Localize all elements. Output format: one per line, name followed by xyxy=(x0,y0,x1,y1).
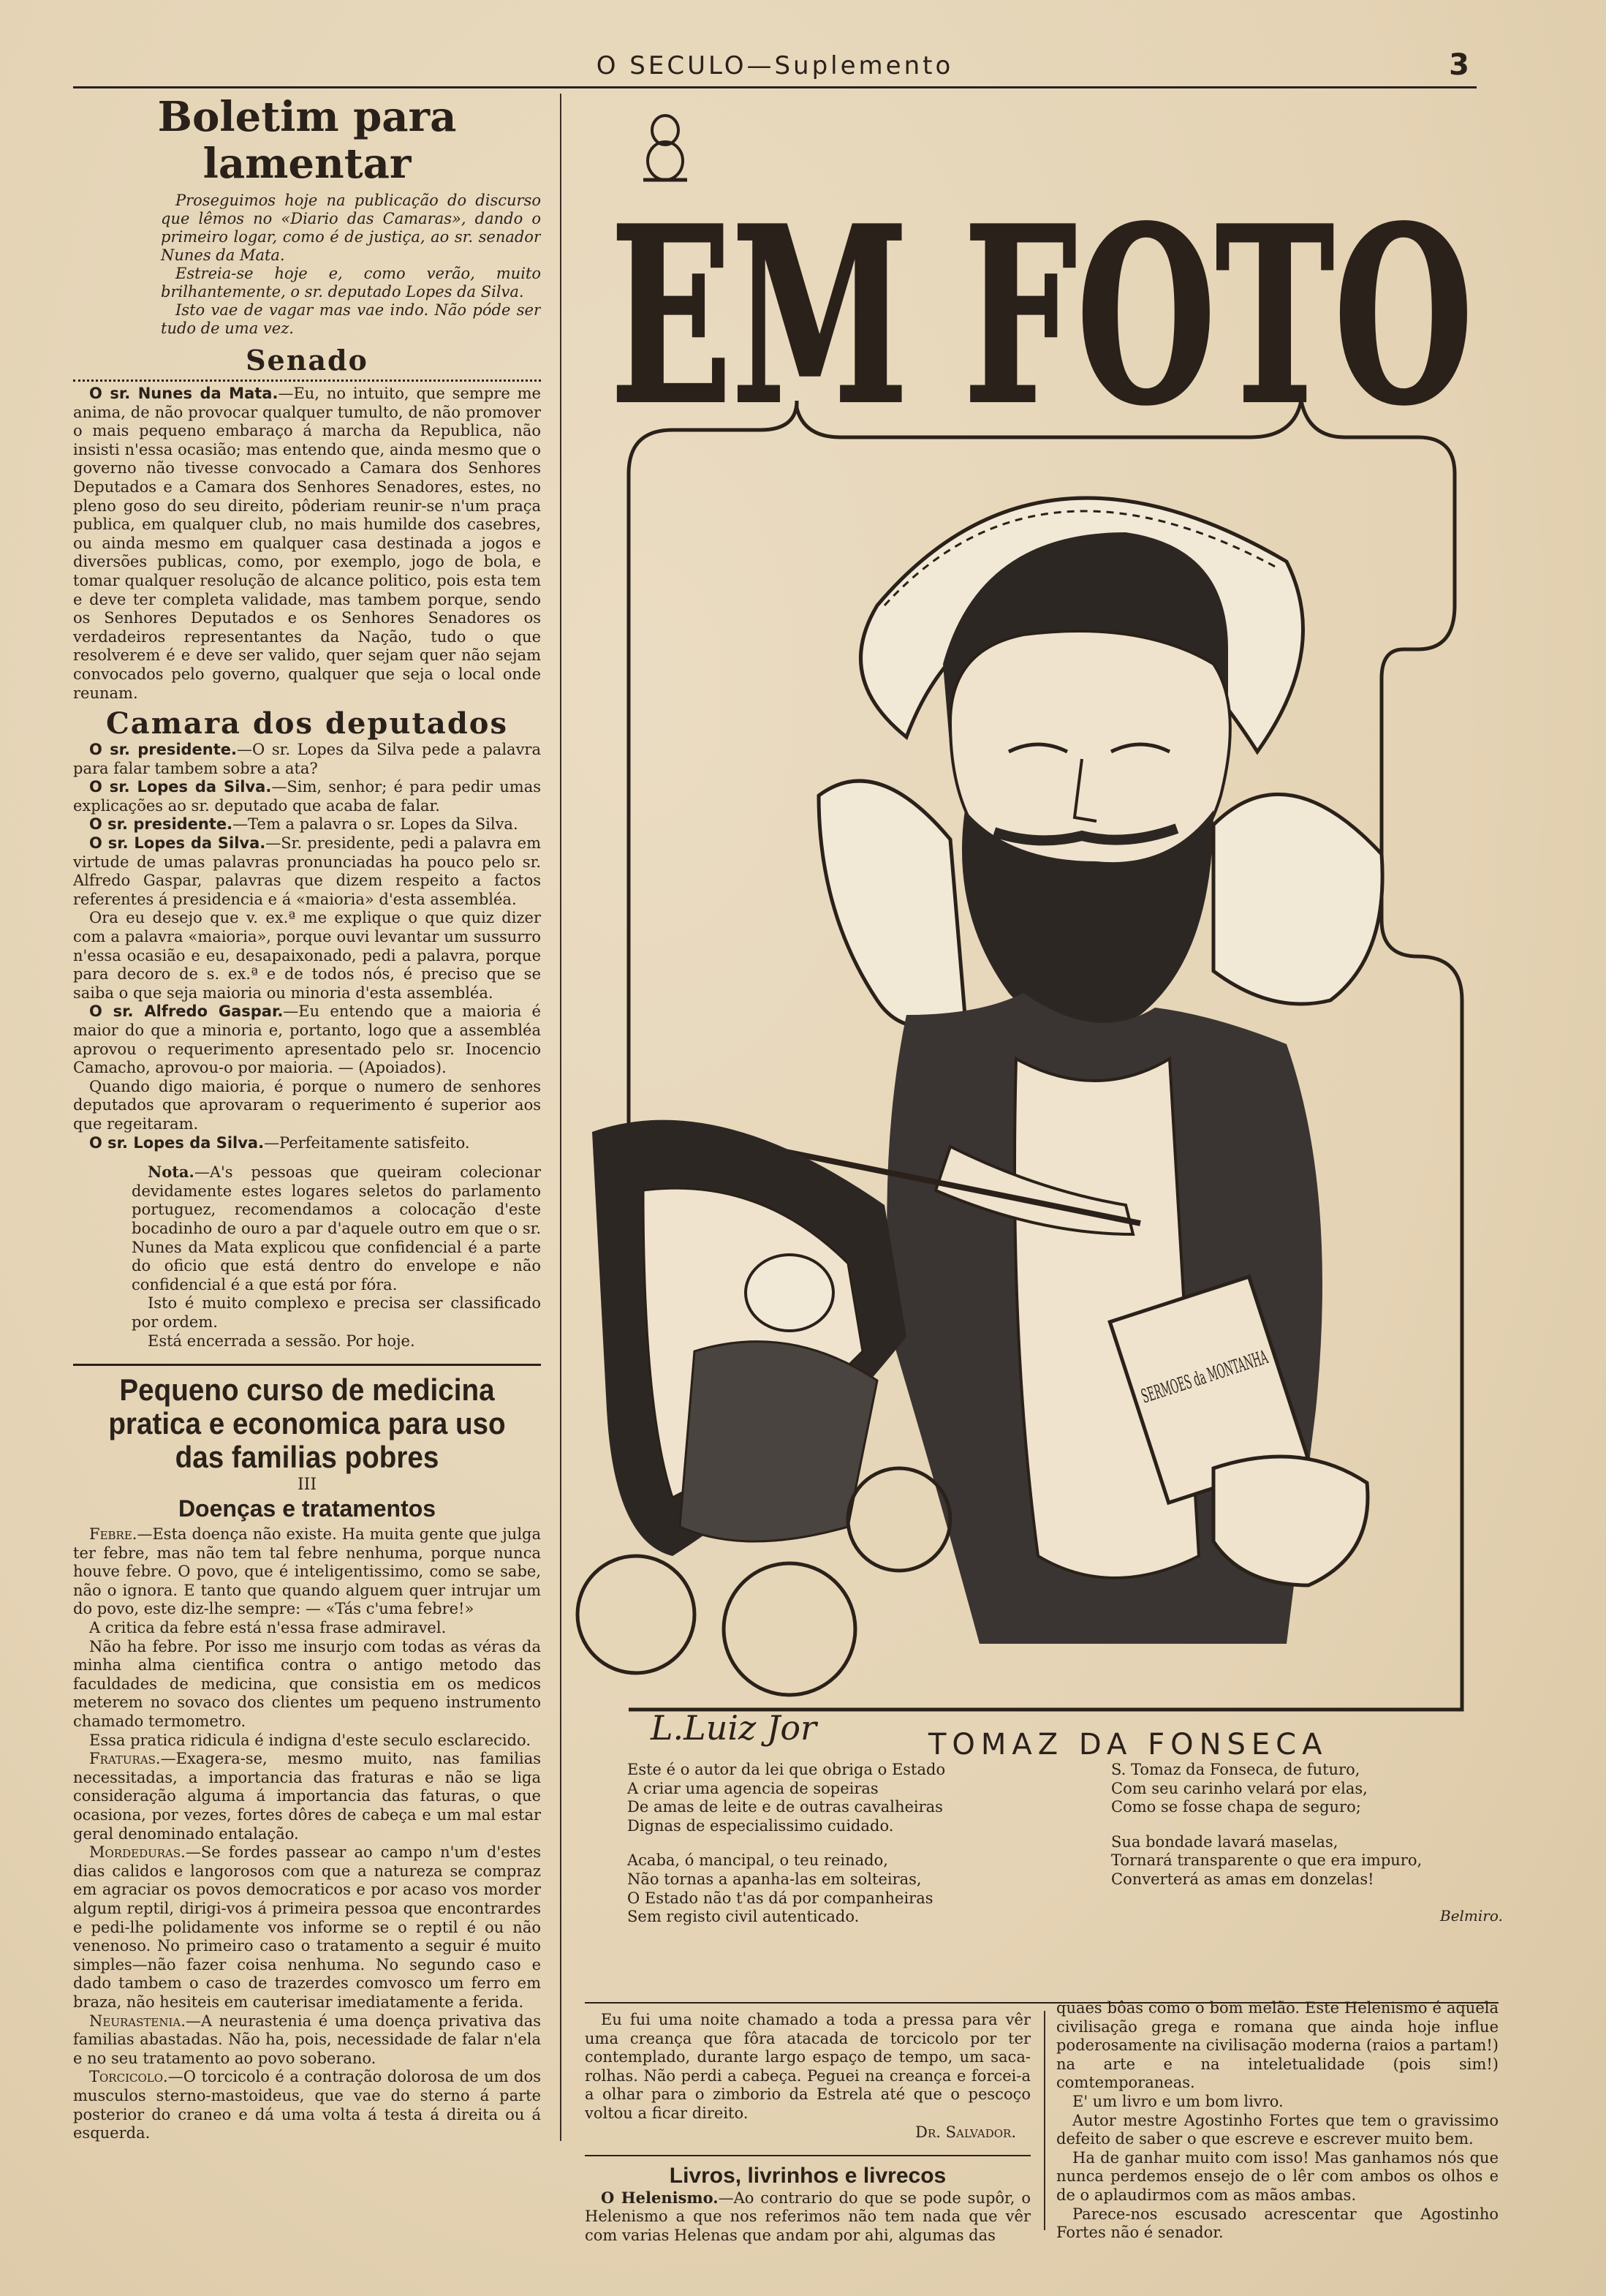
curso-paragraph: Neurastenia.—A neurastenia é uma doença privativa das familias abastadas. Não ha, pois, necessidade de falar n'ela e no seu tratamento ao povo soberano. xyxy=(73,2012,541,2067)
curso-paragraph: Mordeduras.—Se fordes passear ao campo n'um d'estes dias calidos e langorosos com que a natureza se compraz em agraciar os povos democraticos e por acaso vos morder algum reptil, dirigi-vos á primeira pessoa que encontrardes e pedi-lhe polidamente vos informe se o reptil é ou não venenoso. No primeiro caso o tratamento a seguir é muito simples—não fazer coisa nenhuma. No segundo caso e dado tambem o caso de trazerdes comvosco um ferro em braza, não hesiteis em cauterisar imediatamente a ferida. xyxy=(73,1843,541,2011)
intro-paragraph: Proseguimos hoje na publicação do discurso que lêmos no «Diario das Camaras», dando o primeiro logar, como é de justiça, ao sr. senador Nunes da Mata. xyxy=(161,192,541,264)
speech-paragraph: Quando digo maioria, é porque o numero de senhores deputados que aprovaram o requerimento é superior aos que regeitaram. xyxy=(73,1077,541,1133)
camara-text xyxy=(73,741,541,1152)
speech-paragraph: O sr. presidente.—O sr. Lopes da Silva pede a palavra para falar tambem sobre a ata? xyxy=(73,741,541,777)
salvador-paragraph: Eu fui uma noite chamado a toda a pressa para vêr uma creança que fôra atacada de torcicolo por ter contemplado, durante largo espaço de tempo, um saca-rolhas. Não perdi a cabeça. Peguei na creança e forcei-a a olhar para o zimborio da Estrela até que o pescoço voltou a ficar direito. xyxy=(585,2011,1031,2122)
poem-right xyxy=(1111,1761,1506,1906)
livros-paragraph: quaes bôas como o bom melão. Este Helenismo é aquela civilisação grega e romana que ainda hoje influe poderosamente na civilisação moderna (raios a partam!) na arte e na inteletualidade (pois sim!) comtemporaneas. xyxy=(1056,1999,1499,2092)
curso-paragraph: Fraturas.—Exagera-se, mesmo muito, nas familias necessitadas, a importancia das fraturas e não se liga consideração alguma á importancia das faturas, o que ocasiona, por vezes, fortes dôres de cabeça e um mal estar geral denominado entalação. xyxy=(73,1750,541,1843)
poem-stanza: Sua bondade lavará maselas, Tornará transparente o que era impuro, Converterá as amas em donzelas! xyxy=(1111,1832,1423,1888)
speech-paragraph: O sr. Lopes da Silva.—Sr. presidente, pedi a palavra em virtude de umas palavras pronunciadas ha pouco pelo sr. Alfredo Gaspar, palavras que dizem respeito a factos referentes á presidencia e á «maioria» d'esta assembléa. xyxy=(73,834,541,908)
left-column xyxy=(73,94,541,2243)
livros-paragraph: Ha de ganhar muito com isso! Mas ganhamos nós que nunca perdemos ensejo de o lêr com ambos os olhos e de o aplaudirmos com as mãos ambas. xyxy=(1056,2148,1499,2204)
boletim-heading: Boletim para lamentar xyxy=(157,94,457,188)
boletim-intro xyxy=(161,192,541,338)
curso-paragraph: Febre.—Esta doença não existe. Ha muita gente que julga ter febre, mas não tem tal febre nenhuma, porque nunca houve febre. O povo, que é inteligentissimo, como se sabe, não o ignora. E tanto que quando alguem quer intrujar um do povo, este diz-lhe sempre: — «Tás c'uma febre!» xyxy=(73,1525,541,1618)
caption-name: TOMAZ DA FONSECA xyxy=(928,1728,1328,1761)
poem-author: Belmiro. xyxy=(1440,1907,1503,1925)
dotted-divider xyxy=(73,379,541,382)
column-rule xyxy=(560,94,561,2141)
poem-left xyxy=(627,1761,1066,1943)
intro-paragraph: Isto vae de vagar mas vae indo. Não póde ser tudo de uma vez. xyxy=(161,301,541,337)
speech-paragraph: Ora eu desejo que v. ex.ª me explique o que quiz dizer com a palavra «maioria», porque ouvi levantar um sussurro n'essa ocasião e eu, desapaixonado, pedi a palavra, porque para decoro de s. ex.ª e de todos nós, é preciso que se saiba o que seja maioria ou minoria d'esta assembléa. xyxy=(73,909,541,1002)
poem-stanza: Este é o autor da lei que obriga o Estado A criar uma agencia de sopeiras De amas de leite e de outras cavalheiras Dignas de especialissimo cuidado. xyxy=(627,1761,946,1835)
curso-paragraph: Essa pratica ridicula é indigna d'este seculo esclarecido. xyxy=(89,1731,531,1749)
poem-stanza: S. Tomaz da Fonseca, de futuro, Com seu carinho velará por elas, Como se fosse chapa de seguro; xyxy=(1111,1761,1368,1816)
senado-text xyxy=(73,385,541,703)
caricature-illustration xyxy=(570,94,1513,1732)
livros-paragraph: Parece-nos escusado acrescentar que Agostinho Fortes não é senador. xyxy=(1056,2205,1499,2242)
curso-heading: Pequeno curso de medicina pratica e economica para uso das familias pobres xyxy=(108,1372,506,1475)
header-title: O SECULO—Suplemento xyxy=(596,51,954,80)
svg-text:SERMOES da MONTANHA: SERMOES da MONTANHA xyxy=(1138,1305,1395,1408)
curso-text xyxy=(73,1525,541,2143)
livros-paragraph: O Helenismo.—Ao contrario do que se pode supôr, o Helenismo a que nos referimos não tem nada que vêr com varias Helenas que andam por ahi, algumas das xyxy=(585,2188,1031,2244)
bottom-right-column xyxy=(1056,1999,1499,2243)
artist-signature: L.Luiz Jor xyxy=(651,1708,817,1748)
nota-paragraph: Nota.—A's pessoas que queiram colecionar devidamente estes logares seletos do parlamento portuguez, recomendamos a colocação d'este bocadinho de ouro a par d'aquele outro em que o sr. Nunes da Mata explicou que confidencial é a parte do oficio que está dentro do envelope e não confidencial é a que está por fóra. xyxy=(132,1163,541,1294)
nota-paragraph: Está encerrada a sessão. Por hoje. xyxy=(148,1332,415,1350)
page-header xyxy=(73,48,1477,88)
curso-paragraph: Torcicolo.—O torcicolo é a contração dolorosa de um dos musculos sterno-mastoideus, que vae do sterno á parte posterior do craneo e dá uma volta á testa á direita ou á esquerda. xyxy=(73,2068,541,2142)
baby-figurine-icon xyxy=(643,116,687,180)
bottom-left-column xyxy=(585,2011,1031,2246)
poem-stanza: Acaba, ó mancipal, o teu reinado, Não tornas a apanha-las em solteiras, O Estado não t'as dá por companheiras Sem registo civil autenticado. xyxy=(627,1851,933,1926)
masthead-text: EM FOTO xyxy=(610,174,1473,458)
page-number: 3 xyxy=(1449,48,1469,82)
column-rule xyxy=(1044,2011,1045,2230)
speech-paragraph: O sr. Lopes da Silva.—Perfeitamente satisfeito. xyxy=(89,1133,470,1152)
nota-block xyxy=(132,1163,541,1351)
livros-heading: Livros, livrinhos e livrecos xyxy=(585,2155,1031,2186)
speech-paragraph: O sr. Nunes da Mata.—Eu, no intuito, que sempre me anima, de não provocar qualquer tumulto, de não promover o mais pequeno embaraço á marcha da Republica, não insisti n'essa ocasião; mas entendo que, ainda mesmo que o governo não tivesse convocado a Camara dos Senhores Deputados e a Camara dos Senhores Senadores, estes, no pleno goso do seu direito, pôderiam reunir-se n'um praça publica, em qualquer club, no mais humilde dos casebres, ou ainda mesmo em qualquer casa destinada a jogos e diversões publicas, como, por exemplo, jogo de bola, e tomar qualquer resolução de alcance politico, pois esta tem e deve ter completa validade, mas tambem porque, sendo os Senhores Deputados e os Senhores Senadores os verdadeiros representantes da Nação, tudo o que resolverem é e deve ser valido, quer sejam quer não sejam convocados pelo governo, qualquer que seja o local onde reunam. xyxy=(73,385,541,702)
senado-heading: Senado xyxy=(246,344,368,377)
intro-paragraph: Estreia-se hoje e, como verão, muito brilhantemente, o sr. deputado Lopes da Silva. xyxy=(161,265,541,301)
curso-subheading: Doenças e tratamentos xyxy=(178,1495,436,1522)
camara-heading: Camara dos deputados xyxy=(105,706,509,741)
curso-numeral: III xyxy=(297,1476,317,1495)
livros-paragraph: Autor mestre Agostinho Fortes que tem o gravissimo defeito de saber o que escreve e escrever muito bem. xyxy=(1056,2111,1499,2148)
right-area xyxy=(570,94,1513,2243)
curso-paragraph: Não ha febre. Por isso me insurjo com todas as véras da minha alma cientifica contra o antigo metodo das faculdades de medicina, que consistia em os medicos meterem no sovaco dos clientes um pequeno instrumento chamado termometro. xyxy=(73,1637,541,1731)
livros-paragraph: E' um livro e um bom livro. xyxy=(1072,2092,1284,2110)
curso-paragraph: A critica da febre está n'essa frase admiravel. xyxy=(89,1619,447,1637)
nota-paragraph: Isto é muito complexo e precisa ser classificado por ordem. xyxy=(132,1294,541,1331)
section-divider xyxy=(73,1364,541,1366)
speech-paragraph: O sr. Lopes da Silva.—Sim, senhor; é para pedir umas explicações ao sr. deputado que acaba de falar. xyxy=(73,778,541,815)
speech-paragraph: O sr. presidente.—Tem a palavra o sr. Lopes da Silva. xyxy=(89,815,518,834)
speech-paragraph: O sr. Alfredo Gaspar.—Eu entendo que a maioria é maior do que a minoria e, portanto, logo que a assembléa aprovou o requerimento apresentado pelo sr. Inocencio Camacho, aprovou-o por maioria. — (Apoiados). xyxy=(73,1002,541,1077)
salvador-author: Dr. Salvador. xyxy=(915,2123,1016,2141)
